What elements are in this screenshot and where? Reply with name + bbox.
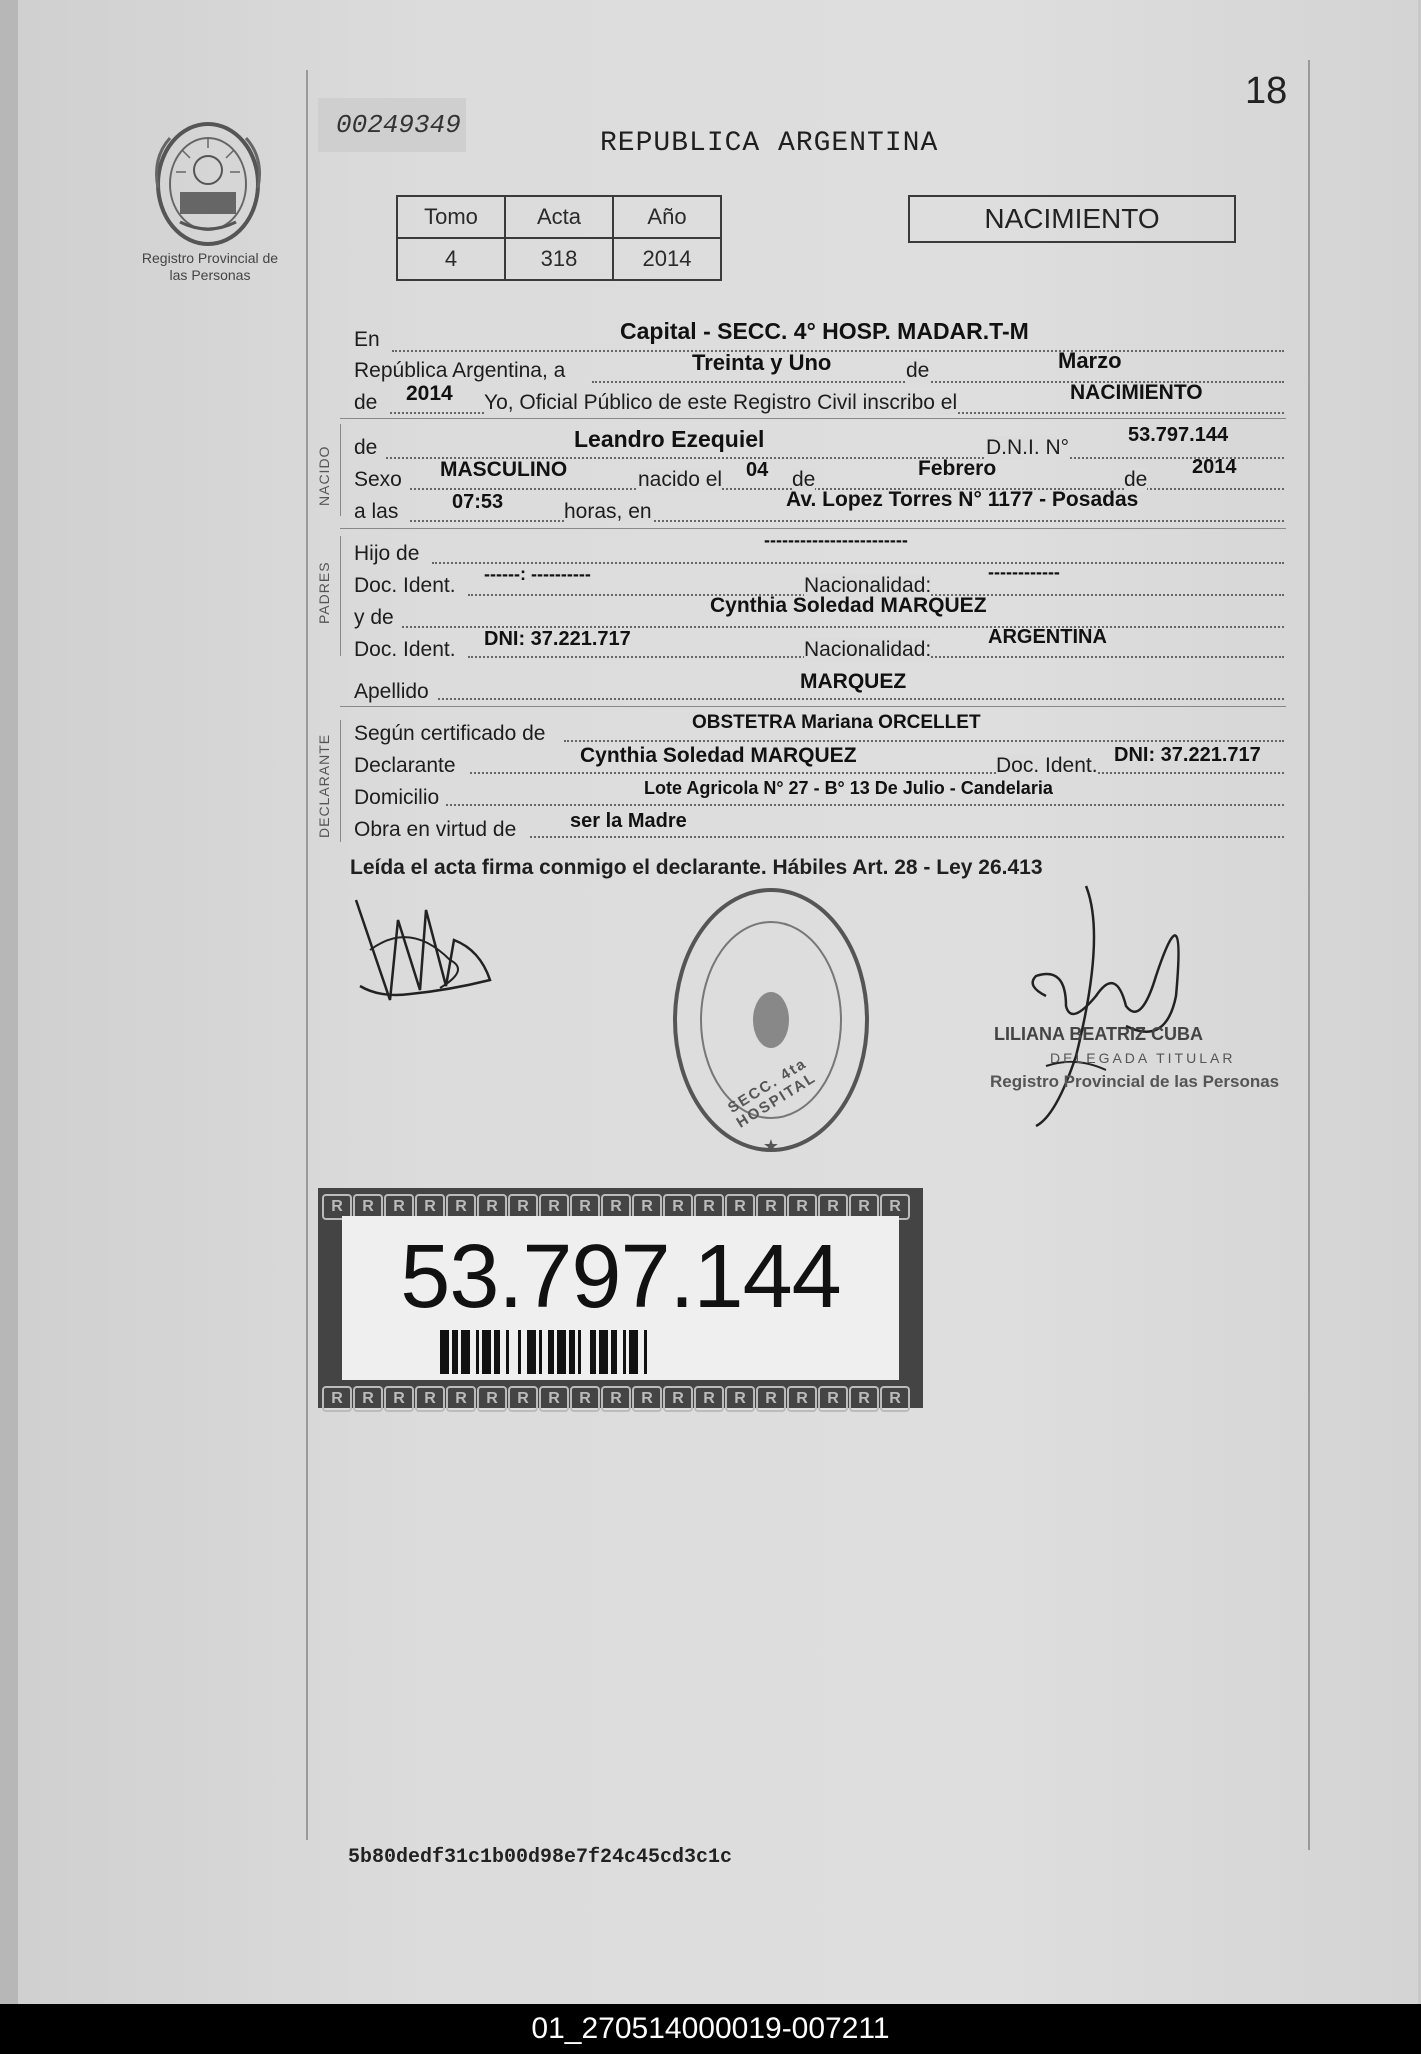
obra-label: Obra en virtud de (354, 818, 517, 841)
r-pattern-icon: R (384, 1194, 414, 1220)
de-label: de (906, 359, 930, 382)
barcode-bar (440, 1330, 449, 1374)
r-pattern-icon: R (601, 1386, 631, 1412)
mother-name: Cynthia Soledad MARQUEZ (710, 594, 987, 617)
r-pattern-icon: R (415, 1386, 445, 1412)
r-pattern-icon: R (508, 1194, 538, 1220)
provincial-seal-icon (150, 118, 266, 255)
registry-name: Registro Provincial de las Personas (141, 250, 279, 283)
r-pattern-icon: R (849, 1194, 879, 1220)
r-pattern-icon: R (663, 1386, 693, 1412)
r-pattern-icon: R (415, 1194, 445, 1220)
barcode-bar (539, 1330, 542, 1374)
a-las-label: a las (354, 500, 399, 523)
document-hash: 5b80dedf31c1b00d98e7f24c45cd3c1c (348, 1846, 733, 1869)
scan-edge (0, 0, 18, 2004)
year-prefix: de (354, 391, 378, 414)
official-stamp (668, 880, 874, 1165)
r-pattern-icon: R (353, 1386, 383, 1412)
nacido-el-label: nacido el (638, 468, 723, 491)
serial-number: 00249349 (318, 98, 466, 152)
child-dni: 53.797.144 (1128, 424, 1229, 446)
dotted-line (438, 698, 1284, 700)
table-header: Acta (505, 196, 613, 238)
table-cell: 4 (397, 238, 505, 280)
apellido-value: MARQUEZ (800, 670, 907, 693)
right-margin-rule (1308, 60, 1310, 1850)
barcode-bar (494, 1330, 500, 1374)
birth-month: Febrero (918, 457, 997, 480)
table-cell: 318 (505, 238, 613, 280)
inscribed-type: NACIMIENTO (1070, 381, 1203, 404)
barcode-bar (569, 1330, 575, 1374)
r-pattern-icon: R (446, 1386, 476, 1412)
r-pattern-icon: R (725, 1386, 755, 1412)
r-pattern-icon: R (508, 1386, 538, 1412)
barcode-bar (599, 1330, 608, 1374)
official-signature (1016, 876, 1206, 1141)
barcode-bar (518, 1330, 521, 1374)
domicilio-label: Domicilio (354, 786, 440, 809)
barcode-bar (623, 1330, 626, 1374)
day-value: Treinta y Uno (692, 350, 832, 375)
r-pattern-icon: R (787, 1386, 817, 1412)
r-pattern-icon: R (694, 1386, 724, 1412)
section-bracket (340, 720, 341, 842)
r-pattern-icon: R (322, 1386, 352, 1412)
r-pattern-icon: R (570, 1194, 600, 1220)
r-pattern-icon: R (632, 1386, 662, 1412)
declarante-doc: DNI: 37.221.717 (1114, 744, 1261, 766)
nacionalidad-label: Nacionalidad: (804, 638, 932, 661)
table-header: Tomo (397, 196, 505, 238)
barcode-number: 53.797.144 (400, 1227, 841, 1327)
declarante-label: Declarante (354, 754, 456, 777)
barcode-bar (527, 1330, 536, 1374)
r-pattern-icon: R (756, 1386, 786, 1412)
barcode-bar (506, 1330, 509, 1374)
svg-text:★: ★ (762, 1136, 780, 1156)
apellido-label: Apellido (354, 680, 429, 703)
place-value: Capital - SECC. 4° HOSP. MADAR.T-M (620, 318, 1029, 344)
declarante-section-label: DECLARANTE (316, 733, 332, 838)
r-pattern-icon: R (539, 1386, 569, 1412)
r-pattern-icon: R (880, 1386, 910, 1412)
dni-label: D.N.I. N° (986, 436, 1070, 459)
barcode-bar (644, 1330, 647, 1374)
declarant-signature (350, 890, 500, 1015)
barcode-label (318, 1188, 923, 1408)
r-pattern-icon: R (570, 1386, 600, 1412)
father-name: ------------------------ (764, 530, 908, 550)
domicilio-value: Lote Agricola N° 27 - B° 13 De Julio - Candelaria (644, 778, 1053, 798)
stamp-inner-text: SECC. 4ta HOSPITAL (724, 1054, 820, 1132)
de-label: de (792, 468, 816, 491)
de-label: de (1124, 468, 1148, 491)
r-pattern-icon: R (477, 1194, 507, 1220)
r-pattern-icon: R (787, 1194, 817, 1220)
table-header: Año (613, 196, 721, 238)
r-pattern-icon: R (477, 1386, 507, 1412)
dotted-line (410, 520, 1284, 522)
hijo-label: Hijo de (354, 542, 420, 565)
table-cell: 2014 (613, 238, 721, 280)
republica-label: República Argentina, a (354, 359, 566, 382)
sexo-value: MASCULINO (440, 458, 568, 481)
divider (340, 528, 1286, 529)
r-pattern-icon: R (446, 1194, 476, 1220)
barcode-bars (440, 1330, 802, 1374)
section-bracket (340, 536, 341, 656)
obra-value: ser la Madre (570, 810, 687, 832)
certificado-value: OBSTETRA Mariana ORCELLET (692, 712, 981, 733)
security-pattern (318, 1380, 923, 1408)
security-pattern (318, 1188, 923, 1216)
padres-section-label: PADRES (316, 561, 332, 624)
page-number: 18 (1245, 70, 1288, 112)
r-pattern-icon: R (539, 1194, 569, 1220)
r-pattern-icon: R (725, 1194, 755, 1220)
legal-notice: Leída el acta firma conmigo el declarante. Hábiles Art. 28 - Ley 26.413 (350, 856, 1043, 879)
doc-label: Doc. Ident. (996, 754, 1098, 777)
year-value: 2014 (406, 382, 453, 405)
r-pattern-icon: R (818, 1386, 848, 1412)
en-label: En (354, 328, 380, 351)
birth-place: Av. Lopez Torres N° 1177 - Posadas (786, 488, 1139, 511)
divider (340, 706, 1286, 707)
month-value: Marzo (1058, 348, 1122, 373)
barcode-bar (476, 1330, 479, 1374)
child-name: Leandro Ezequiel (574, 426, 765, 452)
mother-nationality: ARGENTINA (988, 626, 1107, 648)
file-label: 01_270514000019-007211 (0, 2004, 1421, 2054)
father-nationality: ------------ (988, 562, 1060, 582)
dotted-line (470, 772, 1284, 774)
barcode-bar (452, 1330, 458, 1374)
barcode-bar (548, 1330, 554, 1374)
barcode-bar (629, 1330, 638, 1374)
nacionalidad-label: Nacionalidad: (804, 574, 932, 597)
dotted-line (446, 804, 1284, 806)
barcode-bar (578, 1330, 581, 1374)
declarante-value: Cynthia Soledad MARQUEZ (580, 744, 857, 767)
dotted-line (392, 350, 1284, 352)
birth-year: 2014 (1192, 456, 1237, 478)
dotted-line (530, 836, 1284, 838)
de-label: de (354, 436, 378, 459)
document-type-box: NACIMIENTO (908, 195, 1236, 243)
r-pattern-icon: R (880, 1194, 910, 1220)
barcode-bar (482, 1330, 491, 1374)
sexo-label: Sexo (354, 468, 402, 491)
country-title: REPUBLICA ARGENTINA (600, 128, 939, 159)
barcode-bar (557, 1330, 566, 1374)
birth-time: 07:53 (452, 491, 504, 513)
r-pattern-icon: R (694, 1194, 724, 1220)
horas-label: horas, en (564, 500, 652, 523)
nacido-section-label: NACIDO (316, 445, 332, 506)
official-name: LILIANA BEATRIZ CUBA (994, 1024, 1203, 1044)
certificado-label: Según certificado de (354, 722, 546, 745)
dotted-line (564, 740, 1284, 742)
r-pattern-icon: R (663, 1194, 693, 1220)
barcode-bar (461, 1330, 470, 1374)
father-doc: ------: ---------- (484, 564, 591, 584)
r-pattern-icon: R (818, 1194, 848, 1220)
yde-label: y de (354, 606, 394, 629)
barcode-bar (611, 1330, 617, 1374)
birth-day: 04 (746, 459, 769, 481)
divider (340, 418, 1286, 419)
reference-table (396, 195, 722, 281)
doc-label: Doc. Ident. (354, 638, 456, 661)
doc-label: Doc. Ident. (354, 574, 456, 597)
r-pattern-icon: R (849, 1386, 879, 1412)
mother-doc: DNI: 37.221.717 (484, 628, 631, 650)
left-margin-rule (306, 70, 308, 1840)
official-registry: Registro Provincial de las Personas (990, 1072, 1280, 1091)
r-pattern-icon: R (601, 1194, 631, 1220)
section-bracket (340, 424, 341, 516)
oficial-text: Yo, Oficial Público de este Registro Civil inscribo el (484, 391, 958, 414)
r-pattern-icon: R (322, 1194, 352, 1220)
official-role: DELEGADA TITULAR (1050, 1050, 1236, 1066)
r-pattern-icon: R (384, 1386, 414, 1412)
r-pattern-icon: R (353, 1194, 383, 1220)
r-pattern-icon: R (756, 1194, 786, 1220)
barcode-bar (590, 1330, 596, 1374)
r-pattern-icon: R (632, 1194, 662, 1220)
